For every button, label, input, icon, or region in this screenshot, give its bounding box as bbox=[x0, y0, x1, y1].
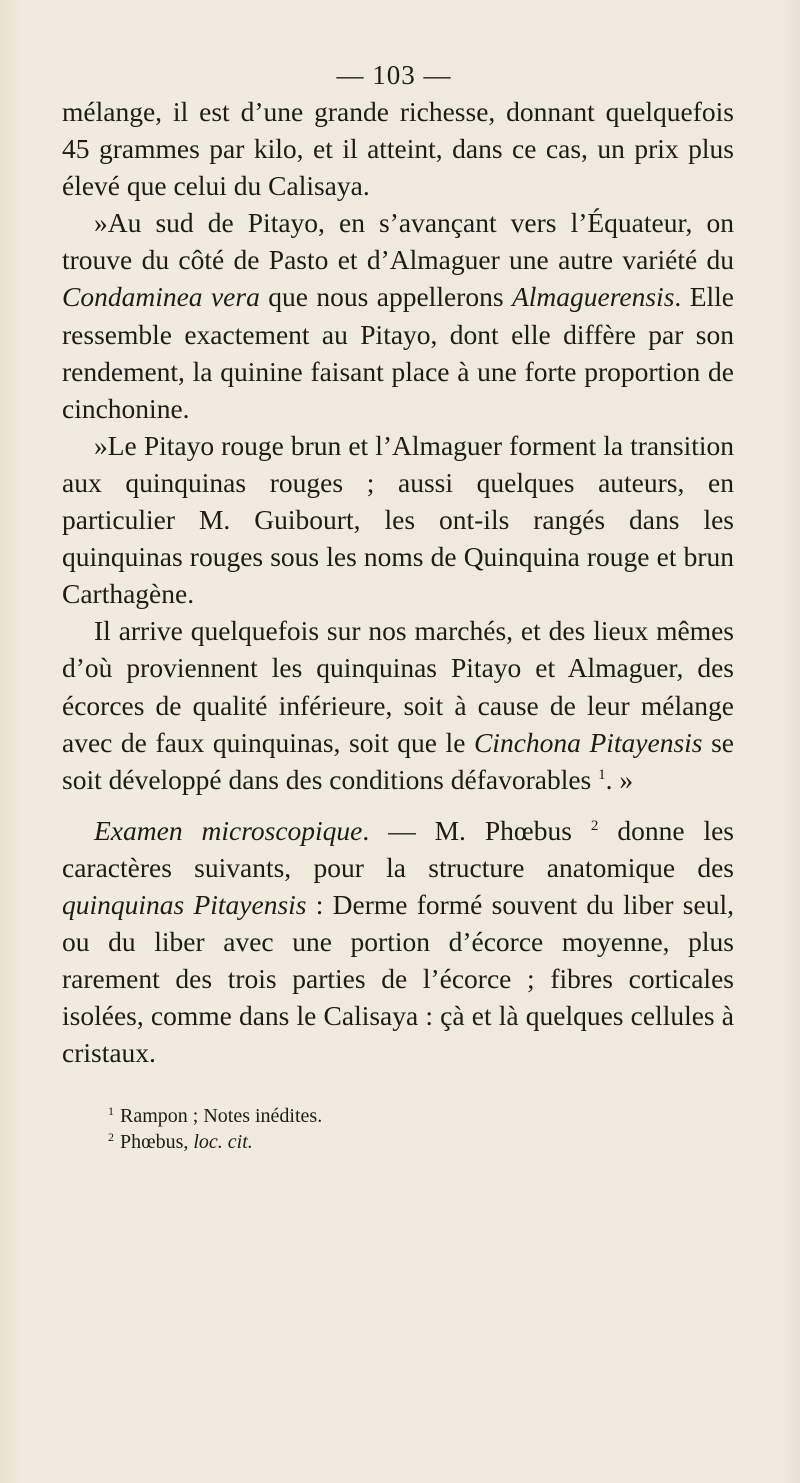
footnote-mark: 2 bbox=[108, 1130, 114, 1144]
italic-term: Condaminea vera bbox=[62, 281, 260, 313]
body-text bbox=[62, 93, 734, 1071]
footnote-ref: 1 bbox=[598, 766, 606, 783]
paragraph-text: se soit développé dans des conditions défavorables bbox=[62, 726, 734, 795]
footnote-text: Rampon ; Notes inédites. bbox=[120, 1105, 323, 1127]
paragraph-text: mélange, il est d’une grande richesse, donnant quelquefois 45 grammes par kilo, et il atteint, dans ce cas, un prix plus élevé que celui du Calisaya. bbox=[62, 96, 734, 202]
paragraph-text: Il arrive quelquefois sur nos marchés, et des lieux mêmes d’où proviennent les quinquinas Pitayo et Almaguer, des écorces de qualité inférieure, soit à cause de leur mélange avec de faux quinquinas, soit que le bbox=[62, 615, 734, 758]
italic-term: Almaguerensis bbox=[511, 281, 675, 313]
paragraph-5 bbox=[62, 812, 734, 1072]
paragraph-1 bbox=[62, 93, 734, 204]
footnote-text: Phœbus, bbox=[120, 1131, 194, 1153]
italic-term: quinquinas Pitayensis bbox=[62, 888, 307, 920]
paragraph-text: que nous appellerons bbox=[259, 281, 512, 313]
italic-term: Cinchona Pitayensis bbox=[473, 726, 703, 758]
paragraph-text: : Derme formé souvent du liber seul, ou du liber avec une portion d’écorce moyenne, plus rarement des trois parties de l’écorce ; fibres corticales isolées, comme dans le Calisaya : çà et là quelques cellules à cristaux. bbox=[62, 888, 734, 1069]
paragraph-2 bbox=[62, 204, 734, 427]
paragraph-text: . — M. Phœbus bbox=[362, 814, 591, 846]
paragraph-text: . Elle ressemble exactement au Pitayo, dont elle diffère par son rendement, la quinine faisant place à une forte proportion de cinchonine. bbox=[62, 281, 734, 424]
footnote-ref: 2 bbox=[590, 817, 599, 834]
footnote-1 bbox=[108, 1103, 708, 1129]
paragraph-3 bbox=[62, 427, 734, 612]
page-number: — 103 — bbox=[336, 60, 452, 90]
paragraph-text: »Au sud de Pitayo, en s’avançant vers l’Équateur, on trouve du côté de Pasto et d’Almaguer une autre variété du bbox=[62, 207, 734, 276]
paragraph-text: donne les caractères suivants, pour la structure anatomique des bbox=[62, 814, 734, 883]
footnote-mark: 1 bbox=[108, 1104, 114, 1118]
paragraph-text: »Le Pitayo rouge brun et l’Almaguer forment la transition aux quinquinas rouges ; aussi quelques auteurs, en particulier M. Guibourt, les ont-ils rangés dans les quinquinas rouges sous les noms de Quinquina rouge et brun Carthagène. bbox=[62, 429, 734, 610]
footnote-italic: loc. cit. bbox=[193, 1131, 253, 1153]
section-heading: Examen microscopique bbox=[94, 814, 363, 846]
footnotes bbox=[108, 1103, 708, 1155]
paragraph-text: . » bbox=[605, 763, 634, 795]
paragraph-4 bbox=[62, 612, 734, 797]
footnote-2 bbox=[108, 1129, 708, 1155]
